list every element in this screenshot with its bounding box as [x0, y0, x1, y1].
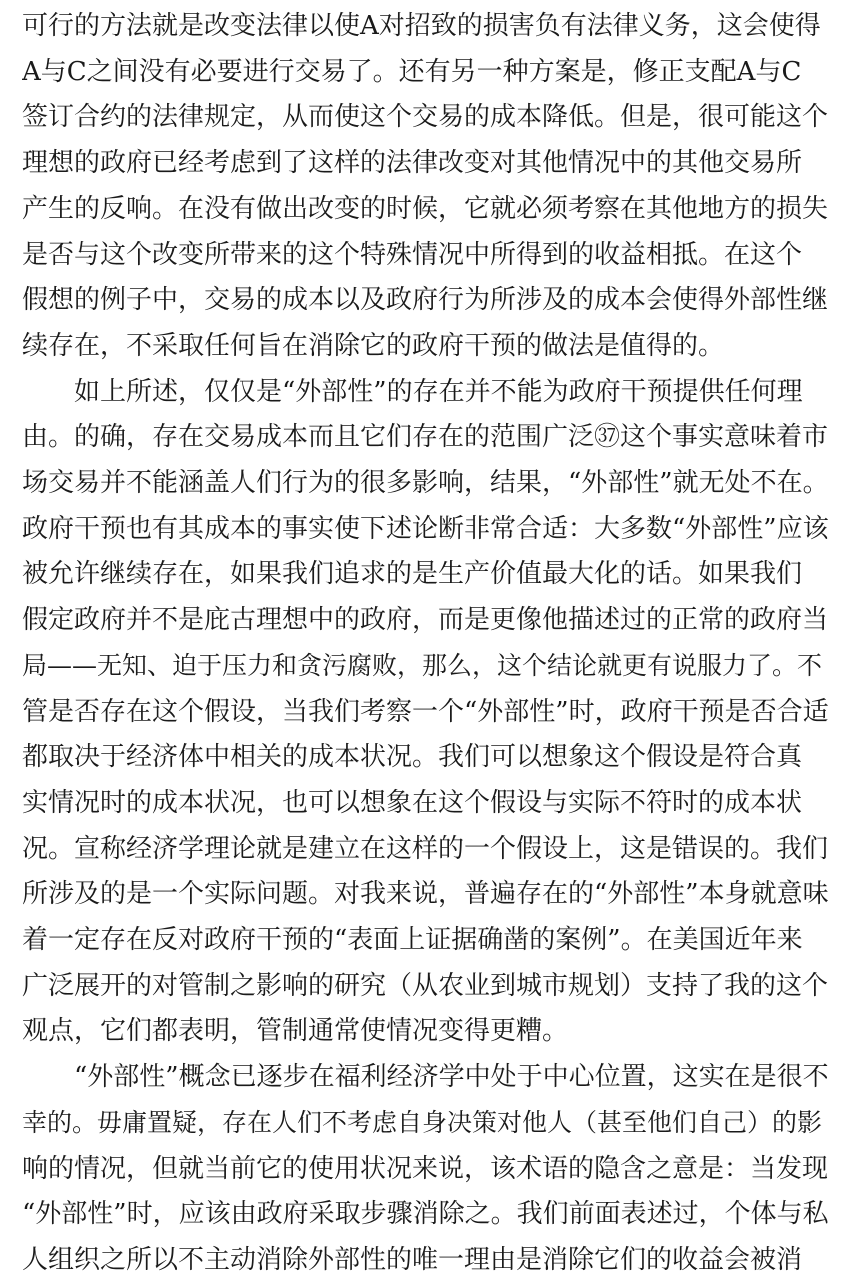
text-line: 是否与这个改变所带来的这个特殊情况中所得到的收益相抵。在这个 — [22, 240, 803, 270]
text-line: A与C之间没有必要进行交易了。还有另一种方案是，修正支配A与C — [22, 57, 802, 87]
text-line: 幸的。毋庸置疑，存在人们不考虑自身决策对他人（甚至他们自己）的影 — [22, 1108, 823, 1137]
text-line: “外部性”时，应该由政府采取步骤消除之。我们前面表述过，个体与私 — [22, 1199, 829, 1229]
text-line: 所涉及的是一个实际问题。对我来说，普遍存在的“外部性”本身就意味 — [22, 879, 829, 909]
text-line: 场交易并不能涵盖人们行为的很多影响，结果，“外部性”就无处不在。 — [22, 468, 829, 498]
text-line: 局——无知、迫于压力和贪污腐败，那么，这个结论就更有说服力了。不 — [22, 651, 823, 680]
text-line: 假定政府并不是庇古理想中的政府，而是更像他描述过的正常的政府当 — [22, 605, 829, 635]
paragraph-start-line: 如上所述，仅仅是“外部性”的存在并不能为政府干预提供任何理 — [22, 377, 803, 407]
text-line: 假想的例子中，交易的成本以及政府行为所涉及的成本会使得外部性继 — [22, 285, 829, 315]
text-line: 续存在，不采取任何旨在消除它的政府干预的做法是值得的。 — [22, 331, 725, 361]
text-line: 都取决于经济体中相关的成本状况。我们可以想象这个假设是符合真 — [22, 742, 803, 772]
text-line: 理想的政府已经考虑到了这样的法律改变对其他情况中的其他交易所 — [22, 148, 803, 178]
paragraph-start-line: “外部性”概念已逐步在福利经济学中处于中心位置，这实在是很不 — [22, 1062, 829, 1092]
document-page — [22, 0, 834, 1286]
text-line: 被允许继续存在，如果我们追求的是生产价值最大化的话。如果我们 — [22, 559, 803, 589]
text-line: 可行的方法就是改变法律以使A对招致的损害负有法律义务，这会使得 — [22, 11, 821, 41]
text-line: 产生的反响。在没有做出改变的时候，它就必须考察在其他地方的损失 — [22, 194, 829, 224]
text-line: 管是否存在这个假设，当我们考察一个“外部性”时，政府干预是否合适 — [22, 697, 829, 727]
text-line: 响的情况，但就当前它的使用状况来说，该术语的隐含之意是：当发现 — [22, 1154, 829, 1184]
text-line: 观点，它们都表明，管制通常使情况变得更糟。 — [22, 1016, 569, 1046]
text-line: 人组织之所以不主动消除外部性的唯一理由是消除它们的收益会被消 — [22, 1245, 803, 1275]
text-line: 签订合约的法律规定，从而使这个交易的成本降低。但是，很可能这个 — [22, 102, 829, 132]
text-line: 政府干预也有其成本的事实使下述论断非常合适：大多数“外部性”应该 — [22, 514, 829, 544]
text-line: 广泛展开的对管制之影响的研究（从农业到城市规划）支持了我的这个 — [22, 971, 829, 1001]
text-line: 实情况时的成本状况，也可以想象在这个假设与实际不符时的成本状 — [22, 788, 803, 818]
text-line: 着一定存在反对政府干预的“表面上证据确凿的案例”。在美国近年来 — [22, 925, 803, 955]
text-line: 况。宣称经济学理论就是建立在这样的一个假设上，这是错误的。我们 — [22, 834, 829, 864]
text-line: 由。的确，存在交易成本而且它们存在的范围广泛㊲这个事实意味着市 — [22, 422, 829, 452]
